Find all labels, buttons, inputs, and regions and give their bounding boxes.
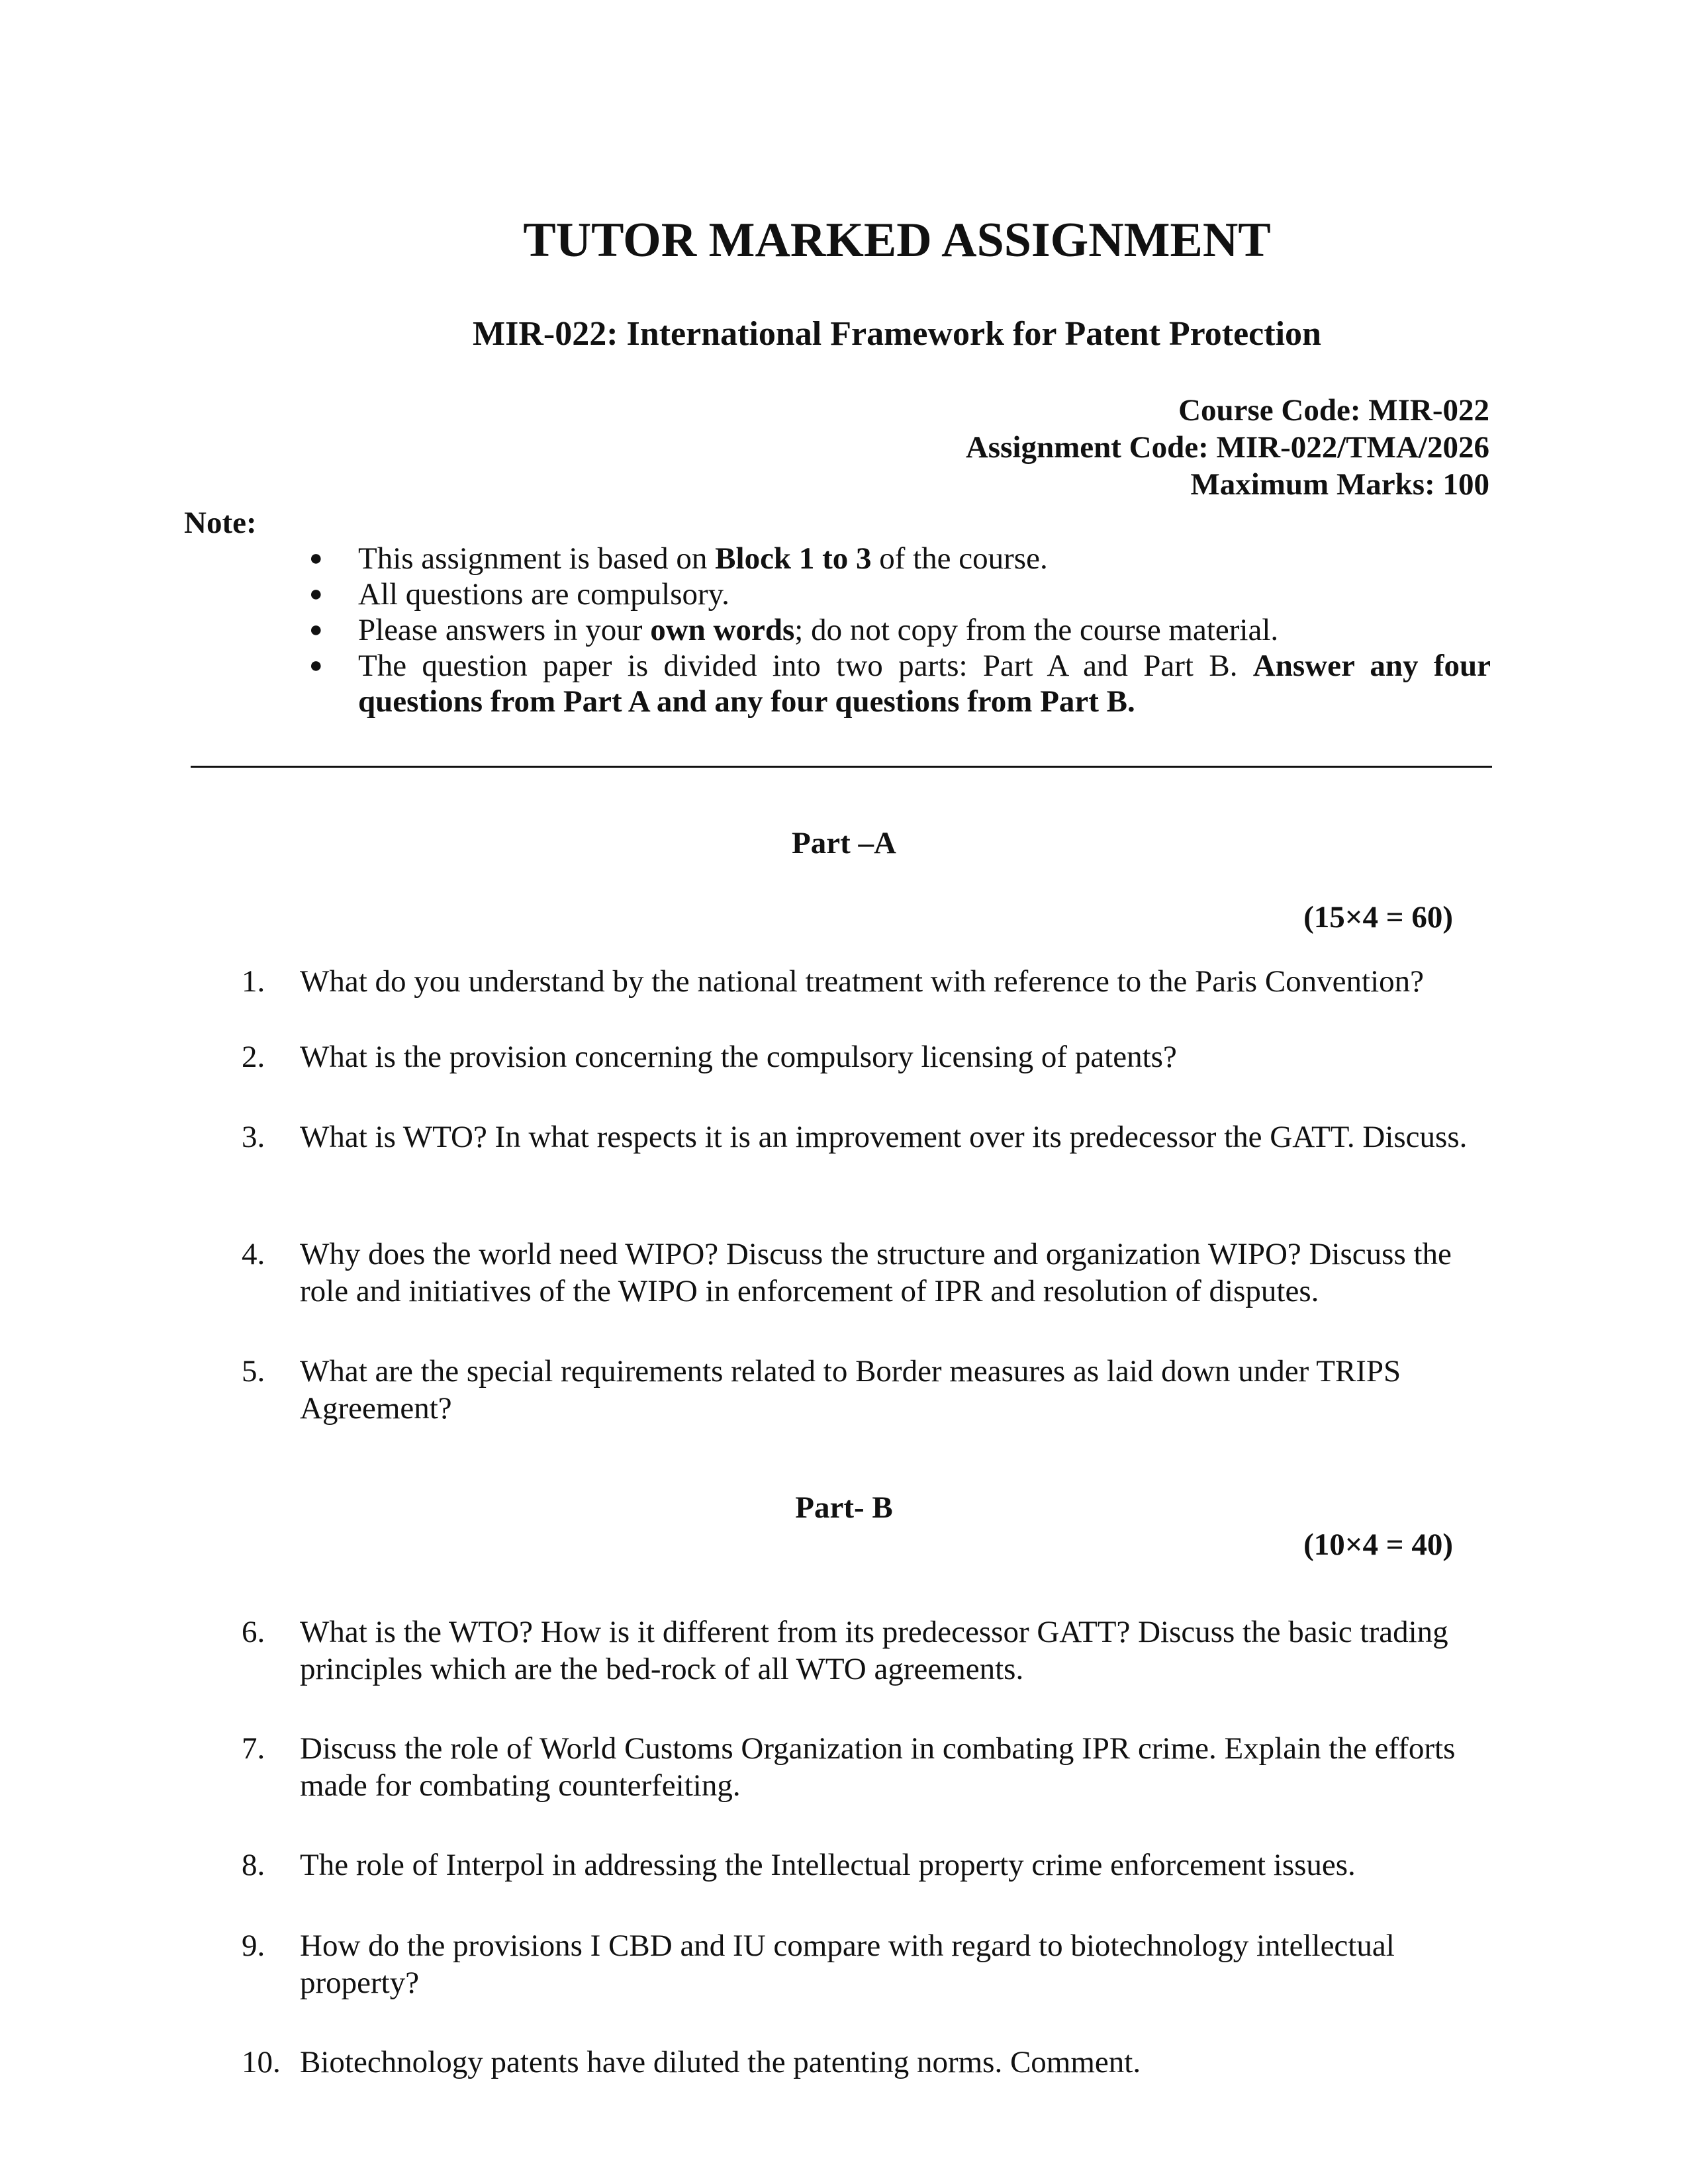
- course-title: MIR-022: International Framework for Patent Protection: [473, 315, 1321, 353]
- question-text: What is WTO? In what respects it is an improvement over its predecessor the GATT. Discuss.: [300, 1120, 1468, 1154]
- horizontal-divider: [191, 766, 1492, 768]
- part-a-marks: (15×4 = 60): [1303, 900, 1453, 934]
- bullet-icon: ●: [309, 653, 323, 678]
- question-item: [242, 2044, 1499, 2081]
- question-text: What do you understand by the national treatment with reference to the Paris Convention?: [300, 964, 1425, 999]
- part-a-heading: Part –A: [792, 826, 896, 860]
- question-item: [242, 1353, 1499, 1427]
- bullet-icon: ●: [309, 617, 323, 642]
- note-item: ● The question paper is divided into two parts: Part A and Part B. Answer any four questions from Part A and any four questions from Part B.: [309, 649, 1491, 719]
- bullet-icon: ●: [309, 582, 323, 606]
- course-codes-block: [966, 392, 1489, 503]
- question-text: Biotechnology patents have diluted the patenting norms. Comment.: [300, 2045, 1141, 2079]
- question-number: 6.: [242, 1615, 265, 1649]
- question-item: [242, 1236, 1499, 1310]
- note-item: ● Please answers in your own words; do not copy from the course material.: [309, 613, 1279, 647]
- question-number: 4.: [242, 1237, 265, 1271]
- question-item: [242, 1118, 1499, 1156]
- note-item: ● This assignment is based on Block 1 to 3 of the course.: [309, 541, 1048, 576]
- question-item: [242, 1927, 1499, 2001]
- part-b-marks: (10×4 = 40): [1303, 1527, 1453, 1562]
- question-item: [242, 1614, 1499, 1688]
- question-text: The role of Interpol in addressing the Intellectual property crime enforcement issues.: [300, 1848, 1356, 1882]
- question-text: How do the provisions I CBD and IU compare with regard to biotechnology intellectual property?: [300, 1929, 1395, 2000]
- note-label: Note:: [184, 506, 257, 540]
- question-item: [242, 1038, 1499, 1075]
- assignment-code: Assignment Code: MIR-022/TMA/2026: [965, 430, 1489, 465]
- question-item: [242, 1730, 1499, 1804]
- bullet-icon: ●: [309, 546, 323, 570]
- maximum-marks: Maximum Marks: 100: [1190, 467, 1489, 502]
- question-number: 10.: [242, 2045, 281, 2079]
- question-text: Discuss the role of World Customs Organization in combating IPR crime. Explain the efforts made for combating counterfeiting.: [300, 1731, 1456, 1803]
- question-item: [242, 1846, 1499, 1884]
- question-number: 3.: [242, 1120, 265, 1154]
- question-number: 1.: [242, 964, 265, 999]
- question-text: Why does the world need WIPO? Discuss the structure and organization WIPO? Discuss the role and initiatives of the WIPO in enforcement of IPR and resolution of disputes.: [300, 1237, 1452, 1308]
- note-item: ● All questions are compulsory.: [309, 577, 729, 612]
- course-code: Course Code: MIR-022: [1178, 393, 1489, 428]
- question-number: 5.: [242, 1354, 265, 1388]
- question-text: What is the provision concerning the compulsory licensing of patents?: [300, 1040, 1177, 1074]
- question-number: 7.: [242, 1731, 265, 1766]
- document-title: TUTOR MARKED ASSIGNMENT: [523, 213, 1271, 267]
- note-list: [301, 541, 1491, 719]
- question-item: [242, 963, 1499, 1000]
- question-number: 2.: [242, 1040, 265, 1074]
- question-text: What are the special requirements related to Border measures as laid down under TRIPS Agreement?: [300, 1354, 1401, 1426]
- question-number: 9.: [242, 1929, 265, 1963]
- question-text: What is the WTO? How is it different from its predecessor GATT? Discuss the basic trading principles which are the bed-rock of all WTO agreements.: [300, 1615, 1448, 1686]
- question-number: 8.: [242, 1848, 265, 1882]
- part-b-heading: Part- B: [795, 1490, 893, 1525]
